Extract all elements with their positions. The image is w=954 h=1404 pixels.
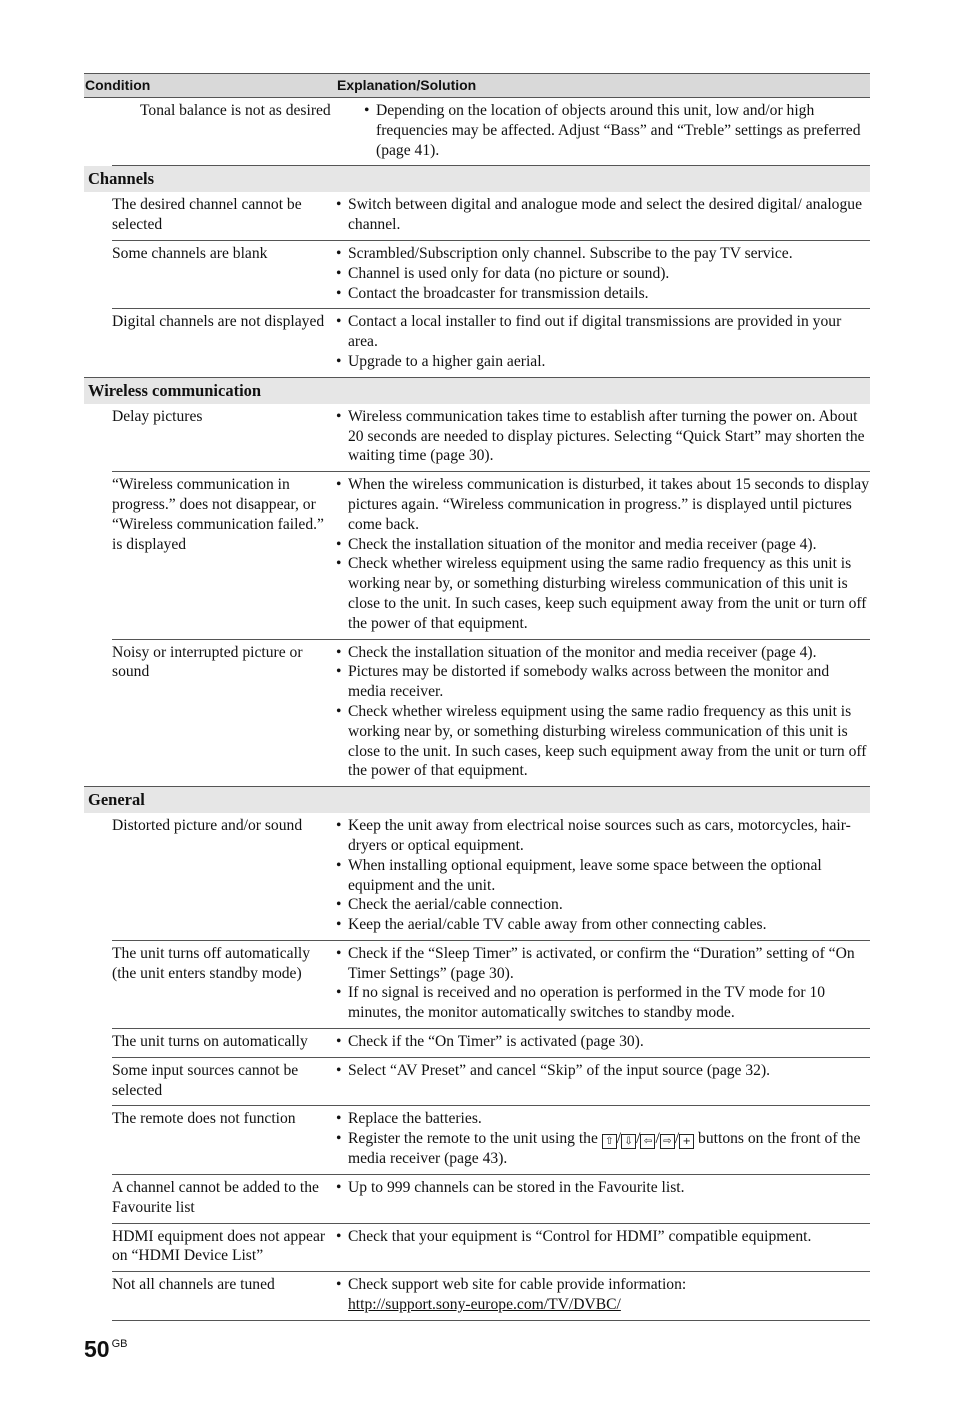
header-condition: Condition: [85, 76, 151, 93]
table-row: [112, 1272, 870, 1321]
solution-item: • Up to 999 channels can be stored in the Favourite list.: [336, 1178, 870, 1198]
arrow-button-icon: ⇧: [602, 1134, 617, 1149]
solution-text: Register the remote to the unit using the: [348, 1130, 602, 1148]
solution-item: • Contact the broadcaster for transmission details.: [336, 284, 870, 304]
solution-item: • Wireless communication takes time to establish after turning the power on. About 20 seconds are needed to display pictures. Selecting “Quick Start” may shorten the waiting time (page 30).: [336, 407, 870, 466]
solution-item: • Channel is used only for data (no picture or sound).: [336, 264, 870, 284]
solution-cell: [336, 244, 870, 303]
condition-cell: Some input sources cannot be selected: [112, 1061, 299, 1099]
solution-item: • Check the aerial/cable connection.: [336, 895, 870, 915]
solution-item: • When the wireless communication is disturbed, it takes about 15 seconds to display pictures again. “Wireless communication in progress.” is displayed until pictures come back.: [336, 475, 870, 534]
table-row: [84, 309, 870, 377]
solution-cell: [336, 1032, 870, 1052]
table-row: [112, 1029, 870, 1058]
section-heading: General: [84, 787, 870, 813]
solution-item: • Check if the “Sleep Timer” is activated, or confirm the “Duration” setting of “On Timer Settings” (page 30).: [336, 944, 870, 984]
solution-item: • Check the installation situation of the monitor and media receiver (page 4).: [336, 643, 870, 663]
condition-cell: A channel cannot be added to the Favourite list: [112, 1179, 319, 1216]
table-row: [112, 941, 870, 1029]
arrow-button-icon: ⇦: [640, 1134, 655, 1149]
solution-list: [336, 1032, 870, 1052]
solution-item: • Select “AV Preset” and cancel “Skip” of the input source (page 32).: [336, 1061, 870, 1081]
solution-list: [336, 1178, 870, 1198]
solution-list: [336, 312, 870, 371]
header-explanation: Explanation/Solution: [337, 76, 477, 93]
arrow-button-icon: ⇩: [621, 1134, 636, 1149]
solution-list: [336, 1275, 870, 1295]
table-row: [112, 1175, 870, 1224]
table-row: [112, 1058, 870, 1107]
solution-list: [336, 475, 870, 633]
support-link[interactable]: http://support.sony-europe.com/TV/DVBC/: [348, 1296, 621, 1314]
solution-list: [336, 244, 870, 303]
condition-cell: Some channels are blank: [112, 244, 268, 262]
solution-item: • Depending on the location of objects around this unit, low and/or high frequencies may be affected. Adjust “Bass” and “Treble” settings as preferred (page 41).: [364, 101, 870, 160]
solution-cell: [336, 407, 870, 466]
table-row: [112, 1224, 870, 1273]
condition-cell: The desired channel cannot be selected: [112, 196, 302, 234]
solution-item: • Keep the aerial/cable TV cable away from other connecting cables.: [336, 915, 870, 935]
solution-list: [336, 944, 870, 1023]
arrow-button-icon: +: [679, 1134, 694, 1149]
table-row: [112, 241, 870, 309]
region-code: GB: [111, 1338, 128, 1350]
condition-cell: The unit turns on automatically: [112, 1033, 308, 1051]
section-heading: Wireless communication: [84, 378, 870, 404]
condition-cell: Digital channels are not displayed: [112, 313, 325, 331]
condition-cell: The unit turns off automatically (the unit enters standby mode): [112, 944, 311, 982]
table-row: [84, 640, 870, 788]
solution-item: • Check if the “On Timer” is activated (page 30).: [336, 1032, 870, 1052]
solution-cell: [336, 1227, 870, 1267]
condition-cell: “Wireless communication in progress.” does not disappear, or “Wireless communication failed.” is displayed: [112, 476, 324, 553]
solution-cell: [336, 816, 870, 935]
solution-item: • Check whether wireless equipment using the same radio frequency as this unit is working near by, or something disturbing wireless communication of this unit is close to the unit. In such cases, keep such equipment away from the unit or turn off the power of that equipment.: [336, 554, 870, 633]
condition-cell: The remote does not function: [112, 1110, 296, 1128]
solution-cell: [364, 101, 870, 160]
solution-item: • Switch between digital and analogue mode and select the desired digital/ analogue channel.: [336, 195, 870, 235]
solution-list: [336, 1227, 870, 1247]
solution-item: • Replace the batteries.: [336, 1109, 870, 1129]
section-heading: Channels: [84, 166, 870, 192]
table-row: [112, 192, 870, 241]
solution-item: • Check whether wireless equipment using the same radio frequency as this unit is working near by, or something disturbing wireless communication of this unit is close to the unit. In such cases, keep such equipment away from the unit or turn off the power of that equipment.: [336, 702, 870, 781]
solution-item: • Upgrade to a higher gain aerial.: [336, 352, 870, 372]
solution-cell: [336, 1109, 870, 1169]
condition-cell: HDMI equipment does not appear on “HDMI Device List”: [112, 1227, 326, 1265]
arrow-button-icon: ⇨: [660, 1134, 675, 1149]
solution-item: • Check the installation situation of the monitor and media receiver (page 4).: [336, 535, 870, 555]
solution-item: • Pictures may be distorted if somebody walks across between the monitor and media receiver.: [336, 662, 870, 702]
solution-cell: [336, 1178, 870, 1218]
solution-cell: [336, 944, 870, 1023]
solution-list: [336, 195, 870, 235]
table-row: [112, 404, 870, 472]
troubleshooting-table: [84, 73, 870, 1321]
table-row: [112, 813, 870, 941]
condition-cell: Distorted picture and/or sound: [112, 817, 303, 835]
condition-cell: Delay pictures: [112, 407, 203, 425]
solution-list: [336, 643, 870, 782]
condition-cell: Not all channels are tuned: [112, 1276, 275, 1294]
condition-cell: Noisy or interrupted picture or sound: [112, 643, 303, 681]
solution-list: [336, 1061, 870, 1081]
page-number: 50: [84, 1336, 110, 1362]
solution-item: • Check support web site for cable provide information:: [336, 1275, 870, 1295]
solution-item: • Contact a local installer to find out if digital transmissions are provided in your area.: [336, 312, 870, 352]
solution-cell: [336, 195, 870, 235]
table-header: [84, 73, 870, 98]
solution-item: • Check that your equipment is “Control for HDMI” compatible equipment.: [336, 1227, 870, 1247]
table-row: [112, 472, 870, 639]
solution-cell: [336, 643, 870, 782]
solution-item: • Keep the unit away from electrical noise sources such as cars, motorcycles, hair-dryers or optical equipment.: [336, 816, 870, 856]
solution-list: [364, 101, 870, 160]
table-body: [84, 98, 870, 1321]
solution-cell: [336, 312, 870, 371]
page-footer: [84, 1336, 128, 1363]
table-row: [112, 1106, 870, 1175]
solution-list: [336, 1109, 870, 1169]
solution-item: • Register the remote to the unit using the ⇧ / ⇩ / ⇦ / ⇨ / + buttons on the front of the media receiver (page 43).: [336, 1129, 870, 1169]
solution-item: • When installing optional equipment, leave some space between the optional equipment and the unit.: [336, 856, 870, 896]
solution-cell: [336, 1275, 870, 1315]
solution-text: buttons on the front of the media receiver (page 43).: [348, 1130, 861, 1168]
solution-item: • If no signal is received and no operation is performed in the TV mode for 10 minutes, the monitor automatically switches to standby mode.: [336, 983, 870, 1023]
solution-cell: [336, 1061, 870, 1101]
table-row: [112, 98, 870, 166]
solution-cell: [336, 475, 870, 633]
solution-list: [336, 407, 870, 466]
solution-list: [336, 816, 870, 935]
solution-item: • Scrambled/Subscription only channel. Subscribe to the pay TV service.: [336, 244, 870, 264]
condition-cell: Tonal balance is not as desired: [140, 102, 331, 119]
